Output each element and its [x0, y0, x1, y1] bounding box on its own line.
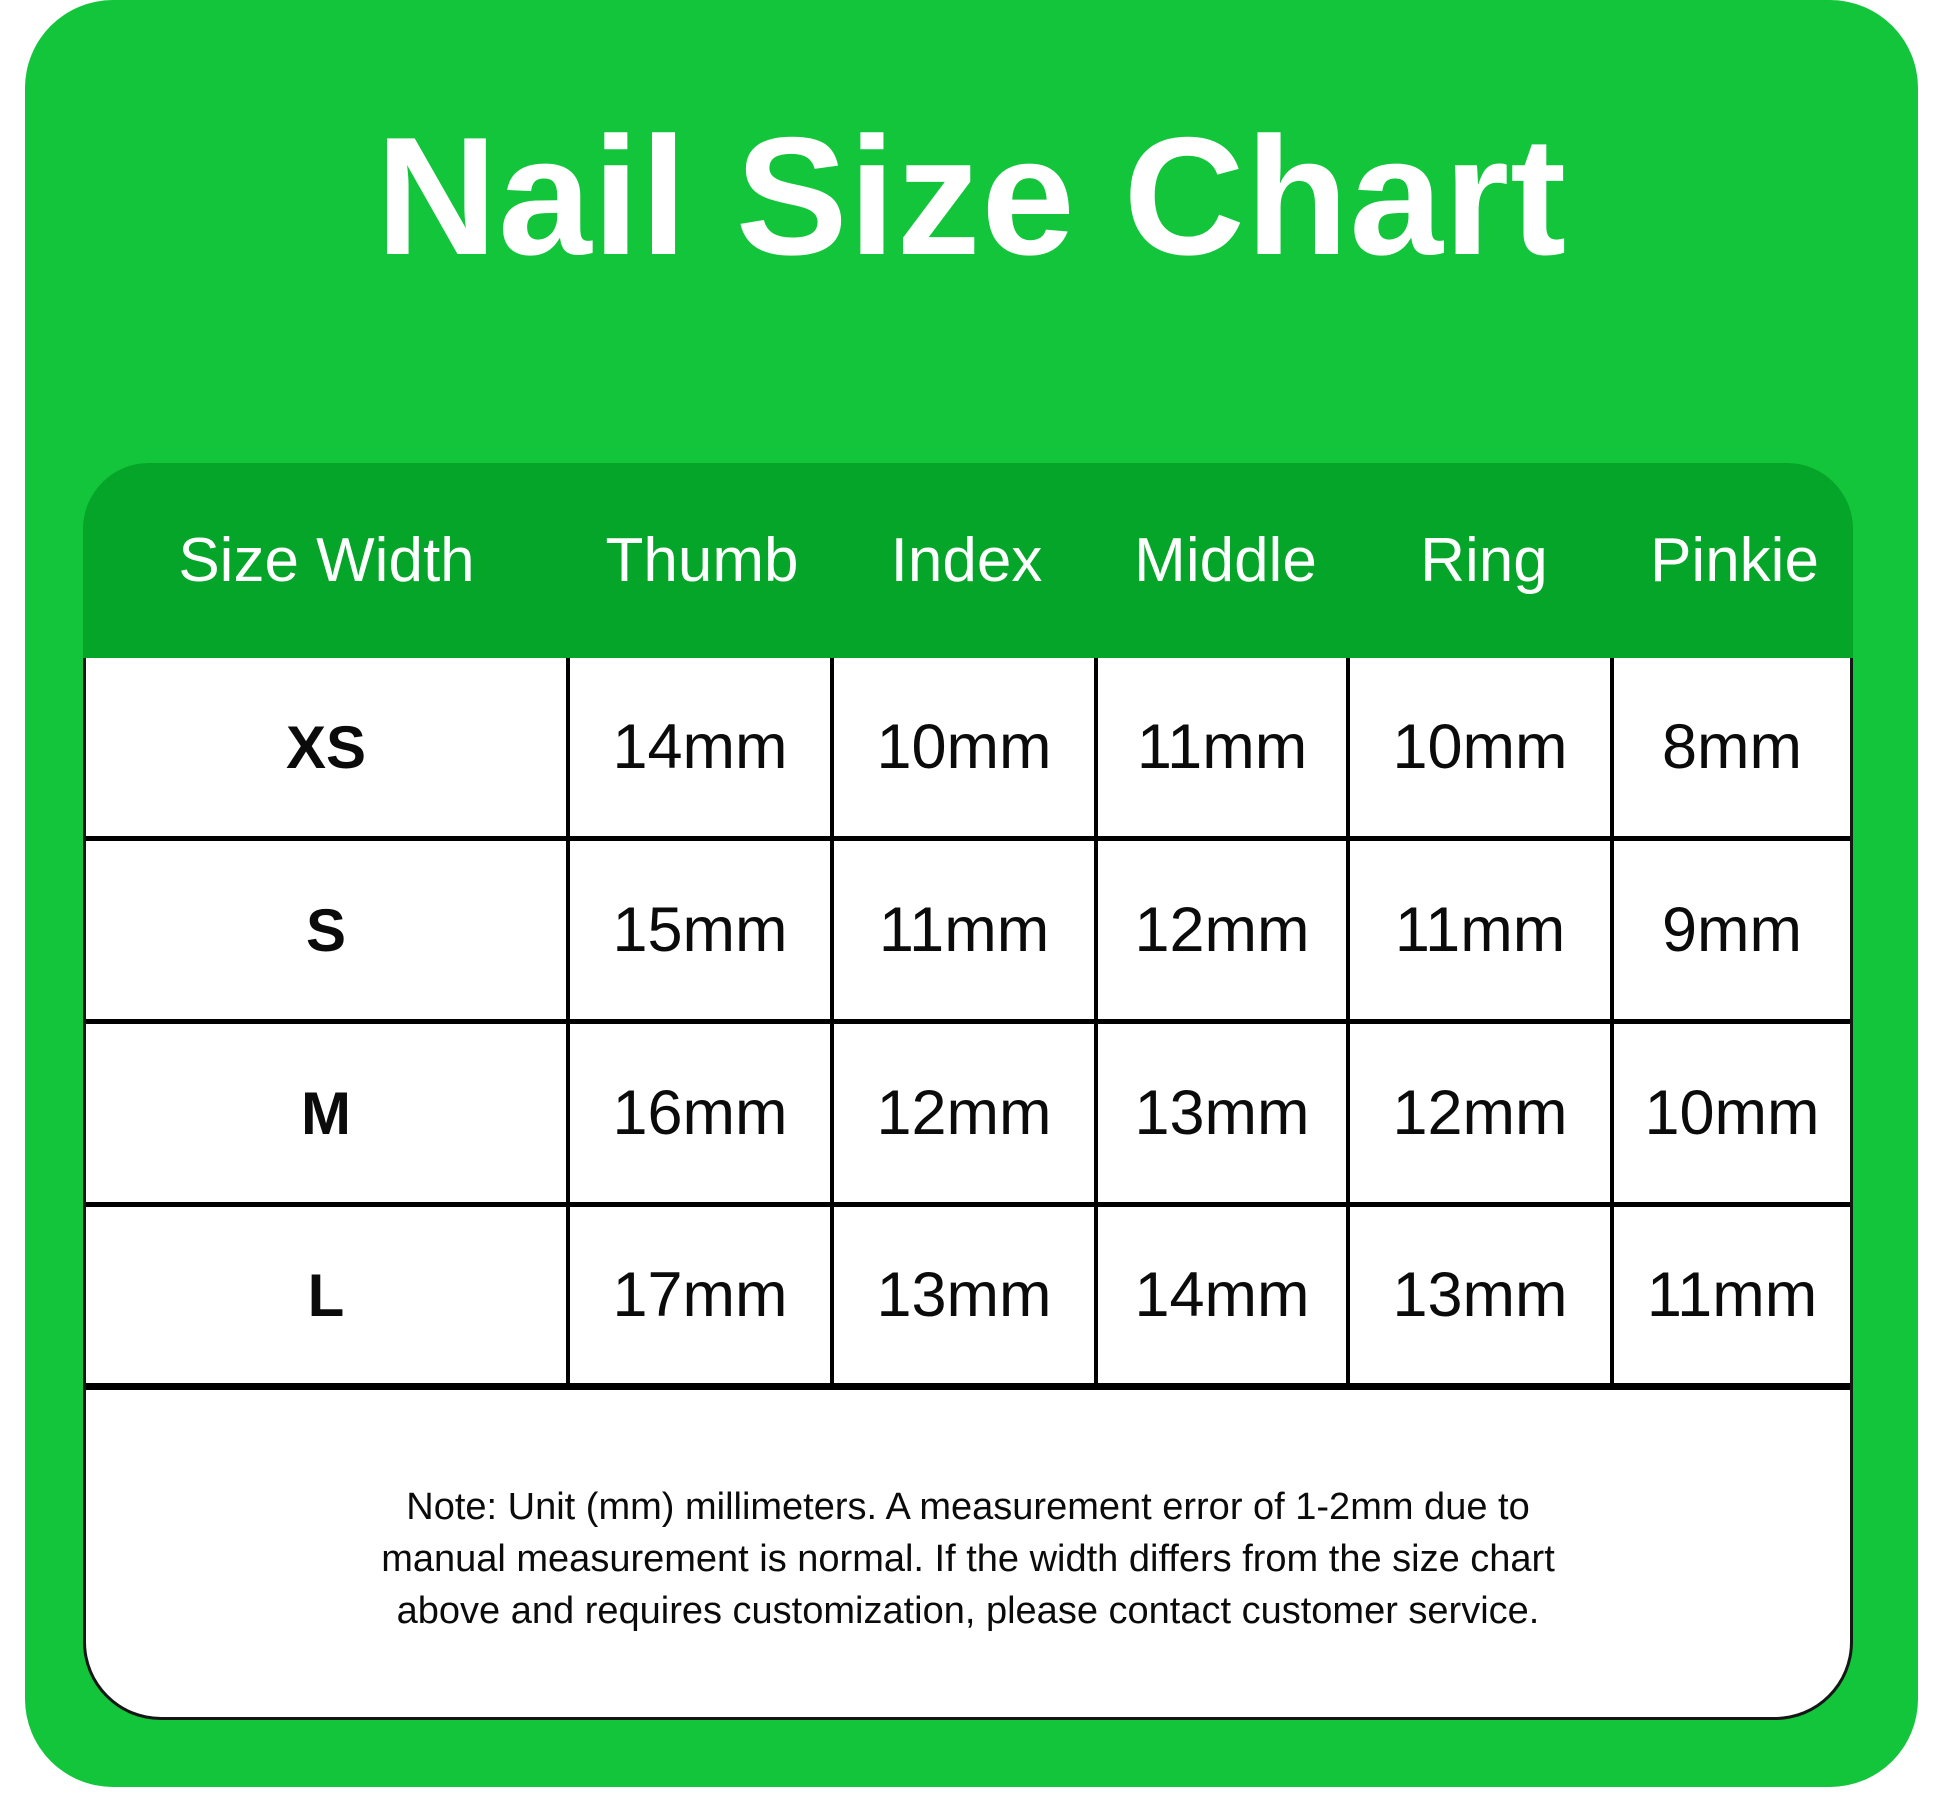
column-header-pinkie: Pinkie: [1650, 526, 1819, 595]
note-line-3: above and requires customization, please contact customer service.: [396, 1589, 1540, 1632]
value-cell: 15mm: [570, 841, 834, 1019]
value-cell: 14mm: [1098, 1207, 1350, 1383]
table-body-card: [83, 658, 1853, 1720]
note-line-2: manual measurement is normal. If the width differs from the size chart: [381, 1537, 1555, 1580]
value-cell: 11mm: [1350, 841, 1614, 1019]
value-cell: 11mm: [834, 841, 1098, 1019]
measurement-note: [86, 1390, 1850, 1717]
value-cell: 13mm: [1350, 1207, 1614, 1383]
value-cell: 10mm: [1644, 1078, 1820, 1148]
size-label-cell: M: [86, 1024, 570, 1202]
value-cell: 9mm: [1662, 895, 1802, 965]
table-row-m: [86, 1024, 1850, 1207]
column-header-ring: Ring: [1420, 526, 1548, 595]
value-cell: 14mm: [570, 658, 834, 836]
table-row-s: [86, 841, 1850, 1024]
table-header-row: [83, 463, 1853, 658]
page-title: Nail Size Chart: [375, 102, 1568, 290]
value-cell: 12mm: [834, 1024, 1098, 1202]
green-card: [25, 0, 1918, 1787]
value-cell: 10mm: [1350, 658, 1614, 836]
column-header-index: Index: [890, 526, 1043, 595]
size-label-cell: S: [86, 841, 570, 1019]
note-line-1: Note: Unit (mm) millimeters. A measurement error of 1-2mm due to: [406, 1485, 1530, 1528]
table-row-l: [86, 1207, 1850, 1390]
value-cell: 12mm: [1098, 841, 1350, 1019]
column-header-size-width: Size Width: [178, 526, 475, 595]
size-label-cell: L: [86, 1207, 570, 1383]
column-header-middle: Middle: [1134, 526, 1317, 595]
column-header-thumb: Thumb: [605, 526, 799, 595]
value-cell: 10mm: [834, 658, 1098, 836]
value-cell: 17mm: [570, 1207, 834, 1383]
value-cell: 16mm: [570, 1024, 834, 1202]
value-cell: 12mm: [1350, 1024, 1614, 1202]
value-cell: 11mm: [1646, 1260, 1818, 1330]
value-cell: 13mm: [834, 1207, 1098, 1383]
table-row-xs: [86, 658, 1850, 841]
size-label-cell: XS: [86, 658, 570, 836]
nail-size-table: [83, 463, 1853, 1720]
value-cell: 11mm: [1098, 658, 1350, 836]
value-cell: 8mm: [1662, 712, 1802, 782]
value-cell: 13mm: [1098, 1024, 1350, 1202]
